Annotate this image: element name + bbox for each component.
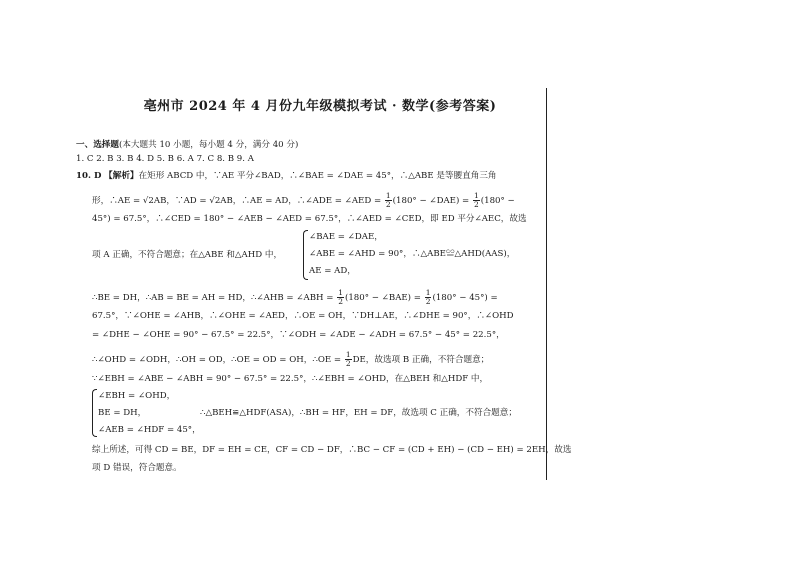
q10-analysis-tag: 【解析】 <box>104 171 139 181</box>
fraction-half: $\frac{1}{2}$ <box>425 288 431 306</box>
system-2-line-2: BE = DH， <box>98 408 147 418</box>
fraction-half: $\frac{1}{2}$ <box>338 288 343 306</box>
q10-line-1 <box>76 170 497 182</box>
q10-line-7: = ∠DHE − ∠OHE = 90° − 67.5° = 22.5°，∵∠ODH = ∠ADE − ∠ADH = 67.5° − 45° = 22.5°， <box>92 330 505 340</box>
q10-text-2a: 形，∴AE = √2AB，∵AD = √2AB，∴AE = AD，∴∠ADE = ∠AED = <box>92 196 382 206</box>
section-heading-row <box>76 139 298 151</box>
q10-text-5a: ∴BE = DH，∴AB = BE = AH = HD，∴∠AHB = ∠ABH = <box>92 293 334 303</box>
fraction-half: $\frac{1}{2}$ <box>473 191 479 209</box>
system-brace <box>92 389 97 437</box>
q10-text-8a: ∴∠OHD = ∠ODH，∴OH = OD，∴OE = OD = OH，∴OE = <box>92 355 342 365</box>
q10-line-4: 项 A 正确，不符合题意；在△ABE 和△AHD 中， <box>92 250 283 260</box>
system-2-conclusion: ∴△BEH≌△HDF(ASA)，∴BH = HF，EH = DF，故选项 C 正确，不符合题意； <box>200 408 517 418</box>
q10-line-5 <box>92 289 498 306</box>
system-1-line-1: ∠BAE = ∠DAE， <box>309 232 383 242</box>
q10-text-2b: (180° − ∠DAE) = <box>392 196 470 206</box>
q10-text-5b: (180° − ∠BAE) = <box>344 293 421 303</box>
section-heading: 一、选择题 <box>76 140 119 150</box>
q10-text-5c: (180° − 45°) = <box>432 293 498 303</box>
system-1-line-3: AE = AD， <box>309 266 356 276</box>
system-1-line-2: ∠ABE = ∠AHD = 90°，∴△ABE≌△AHD(AAS)， <box>309 249 516 259</box>
section-note: (本大题共 10 小题，每小题 4 分，满分 40 分) <box>118 140 299 150</box>
q10-line-9: ∵∠EBH = ∠ABE − ∠ABH = 90° − 67.5° = 22.5°，∴∠EBH = ∠OHD，在△BEH 和△HDF 中， <box>92 374 489 384</box>
system-brace <box>303 230 308 280</box>
page-title: 亳州市 2024 年 4 月份九年级模拟考试 · 数学(参考答案) <box>143 99 497 114</box>
fraction-half: $\frac{1}{2}$ <box>345 350 351 368</box>
q10-number: 10. D <box>76 171 102 181</box>
q10-line-6: 67.5°，∵∠OHE = ∠AHB，∴∠OHE = ∠AED，∴OE = OH，∵DH⊥AE，∴∠DHE = 90°，∴∠OHD <box>92 311 514 321</box>
q10-line-3: 45°) = 67.5°，∴∠CED = 180° − ∠AEB − ∠AED = 67.5°，∴∠AED = ∠CED，即 ED 平分∠AEC，故选 <box>92 214 527 224</box>
q10-text-1: 在矩形 ABCD 中，∵AE 平分∠BAD，∴∠BAE = ∠DAE = 45°，∴△ABE 是等腰直角三角 <box>138 171 497 181</box>
system-2-line-3: ∠AEB = ∠HDF = 45°， <box>98 425 201 435</box>
q10-text-2c: (180° − <box>480 196 515 206</box>
system-2-line-1: ∠EBH = ∠OHD， <box>98 391 176 401</box>
column-divider <box>546 88 547 480</box>
q10-line-2 <box>92 192 515 209</box>
q10-text-8b: DE，故选项 B 正确，不符合题意； <box>352 355 490 365</box>
q10-line-8 <box>92 351 489 368</box>
fraction-half: $\frac{1}{2}$ <box>385 191 391 209</box>
choice-answers: 1. C 2. B 3. B 4. D 5. B 6. A 7. C 8. B 9. A <box>76 154 254 164</box>
q10-line-10: 综上所述，可得 CD = BE，DF = EH = CE，CF = CD − DF，∴BC − CF = (CD + EH) − (CD − EH) = 2EH，故选 <box>92 445 572 455</box>
q10-line-11: 项 D 错误，符合题意。 <box>92 463 182 473</box>
